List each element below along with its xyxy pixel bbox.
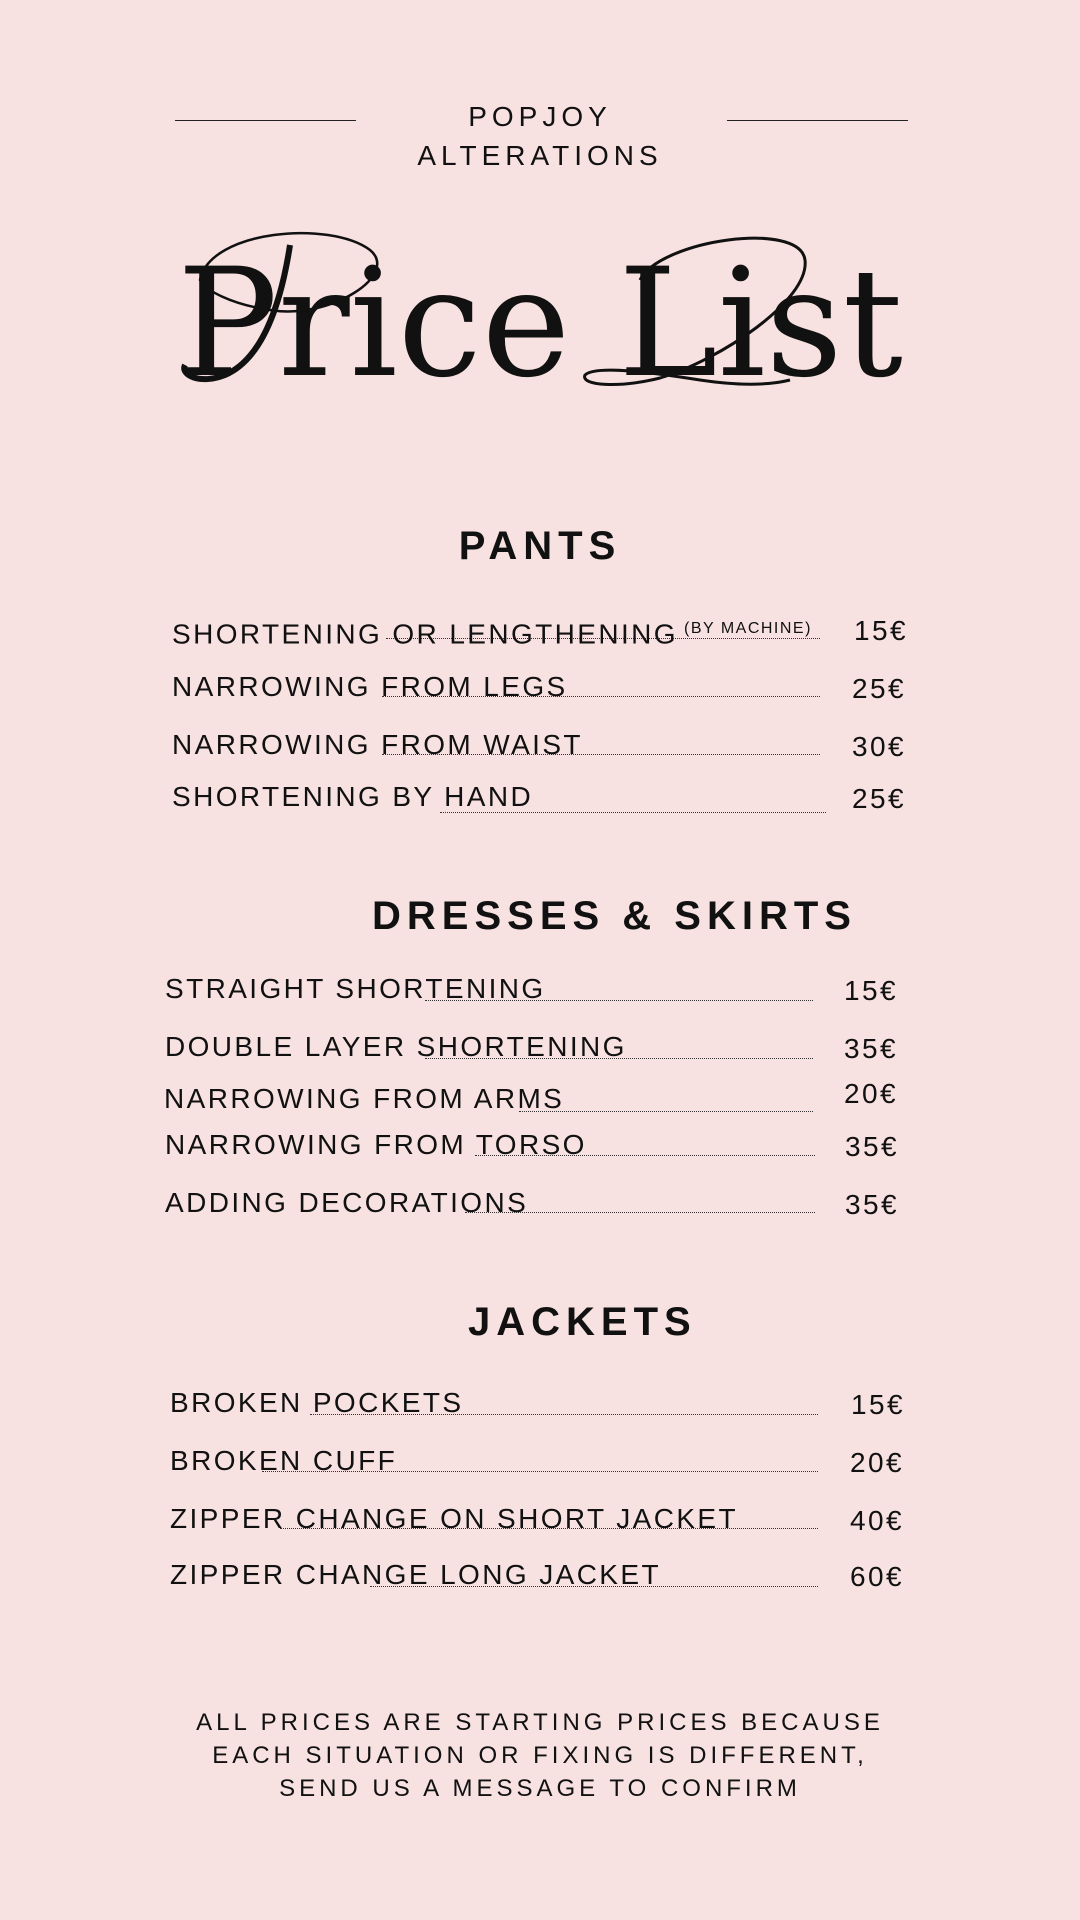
footer-line: SEND US A MESSAGE TO CONFIRM: [279, 1775, 801, 1802]
price-row: [170, 1558, 910, 1598]
price-row: [172, 612, 910, 652]
item-price: 25€: [852, 673, 906, 704]
item-label: BROKEN CUFF: [170, 1445, 398, 1476]
item-price: 35€: [844, 1033, 898, 1064]
item-price: 35€: [845, 1131, 899, 1162]
footer-disclaimer: [0, 1706, 1080, 1805]
item-label: NARROWING FROM LEGS: [172, 671, 568, 702]
price-row: [170, 1444, 910, 1484]
section-heading-pants: PANTS: [458, 524, 622, 568]
brand-name: POPJOY: [468, 101, 612, 132]
item-price: 15€: [854, 615, 908, 646]
item-price: 60€: [850, 1561, 904, 1592]
price-row: [172, 780, 910, 820]
footer-line: EACH SITUATION OR FIXING IS DIFFERENT,: [212, 1742, 868, 1769]
item-price: 40€: [850, 1505, 904, 1536]
item-price: 20€: [844, 1078, 898, 1109]
title-flourish: [0, 210, 1080, 410]
item-label: SHORTENING OR LENGTHENING $^{(BY MACHINE)}$: [172, 618, 812, 650]
footer-line: ALL PRICES ARE STARTING PRICES BECAUSE: [196, 1709, 884, 1736]
price-row: [165, 1128, 910, 1168]
price-row: [165, 1030, 910, 1070]
section-heading-dresses-skirts: DRESSES & SKIRTS: [372, 894, 857, 938]
price-row: [172, 670, 910, 710]
item-label: STRAIGHT SHORTENING: [165, 973, 546, 1004]
section-heading-jackets: JACKETS: [468, 1300, 697, 1344]
item-price: 15€: [844, 975, 898, 1006]
price-row: [165, 1186, 910, 1226]
item-label: BROKEN POCKETS: [170, 1387, 464, 1418]
item-label: ZIPPER CHANGE ON SHORT JACKET: [170, 1503, 738, 1534]
title-text: Price List: [177, 237, 903, 410]
item-price: 15€: [851, 1389, 905, 1420]
item-price: 20€: [850, 1447, 904, 1478]
item-label: NARROWING FROM WAIST: [172, 729, 583, 760]
page-title: [0, 210, 1080, 410]
item-price: 35€: [845, 1189, 899, 1220]
price-row: [172, 728, 910, 768]
price-row: [170, 1386, 910, 1426]
item-label: NARROWING FROM TORSO: [165, 1129, 587, 1160]
price-row: [165, 972, 910, 1012]
item-label: NARROWING FROM ARMS: [164, 1083, 565, 1114]
brand-subtitle: ALTERATIONS: [417, 140, 663, 171]
item-label: ZIPPER CHANGE LONG JACKET: [170, 1559, 661, 1590]
item-price: 30€: [852, 731, 906, 762]
item-label: ADDING DECORATIONS: [165, 1187, 529, 1218]
item-note: (BY MACHINE): [683, 620, 812, 637]
item-label: DOUBLE LAYER SHORTENING: [165, 1031, 627, 1062]
item-label: SHORTENING BY HAND: [172, 781, 534, 812]
item-price: 25€: [852, 783, 906, 814]
price-row: [170, 1502, 910, 1542]
price-row: [164, 1078, 910, 1122]
